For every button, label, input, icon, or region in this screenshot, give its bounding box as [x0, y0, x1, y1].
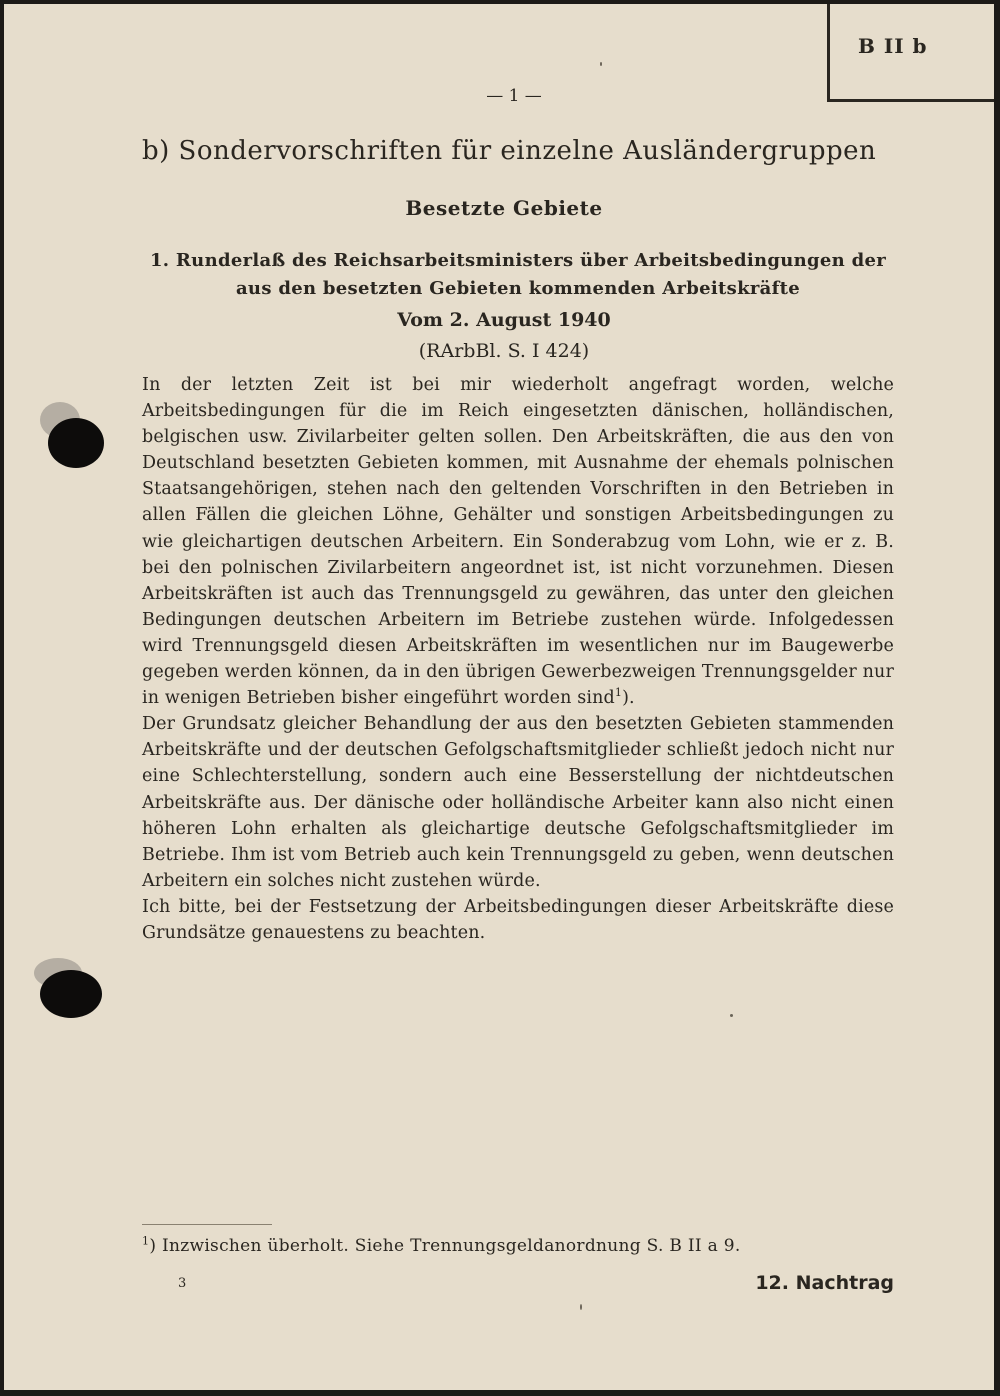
punch-hole-top: [48, 418, 104, 468]
decree-date: Vom 2. August 1940: [397, 309, 611, 331]
footnote-reference: 1: [614, 686, 623, 700]
decree-title: 1. Runderlaß des Reichsarbeitsministers über Arbeitsbedingungen der aus den besetzten Gebieten kommenden Arbeitskräfte: [149, 250, 887, 299]
page-number: — 1 —: [486, 86, 542, 106]
paper-speck: [580, 1304, 582, 1310]
document-page: [4, 4, 994, 1390]
body-paragraph-2: Der Grundsatz gleicher Behandlung der aus den besetzten Gebieten stammenden Arbeitskräfte und der deutschen Gefolgschaftsmitglieder schließt jedoch nicht nur eine Schlechterstellung, sondern auch eine Besserstellung der nichtdeutschen Arbeitskräfte aus. Der dänische oder holländische Arbeiter kann also nicht einen höheren Lohn erhalten als gleichartige deutsche Gefolgschaftsmitglieder im Betriebe. Ihm ist vom Betrieb auch kein Trennungsgeld zu geben, wenn deutschen Arbeitern ein solches nicht zustehen würde.: [142, 714, 894, 891]
section-heading: Besetzte Gebiete: [405, 196, 603, 220]
body-paragraph-1-end: ).: [622, 688, 635, 709]
body-paragraph-1: [142, 372, 894, 711]
decree-body: [142, 372, 894, 946]
footnote-divider: [142, 1224, 272, 1225]
paper-speck: [600, 62, 602, 66]
main-heading: b) Sondervorschriften für einzelne Ausländergruppen: [142, 136, 877, 166]
footnote: [142, 1236, 902, 1256]
print-number: 3: [178, 1276, 187, 1291]
footnote-mark: 1: [142, 1234, 150, 1248]
decree-source: (RArbBl. S. I 424): [418, 340, 590, 362]
register-tab: [827, 4, 994, 102]
supplement-label: 12. Nachtrag: [755, 1272, 894, 1294]
footnote-text: ) Inzwischen überholt. Siehe Trennungsgeldanordnung S. B II a 9.: [149, 1236, 741, 1256]
punch-hole-bottom: [40, 970, 102, 1018]
body-paragraph-1-text: In der letzten Zeit ist bei mir wiederholt angefragt worden, welche Arbeitsbedingungen für die im Reich eingesetzten dänischen, holländischen, belgischen usw. Zivilarbeiter gelten sollen. Den Arbeitskräften, die aus den von Deutschland besetzten Gebieten kommen, mit Ausnahme der ehemals polnischen Staatsangehörigen, stehen nach den geltenden Vorschriften in den Betrieben in allen Fällen die gleichen Löhne, Gehälter und sonstigen Arbeitsbedingungen zu wie gleichartigen deutschen Arbeitern. Ein Sonderabzug vom Lohn, wie er z. B. bei den polnischen Zivilarbeitern angeordnet ist, ist nicht vorzunehmen. Diesen Arbeitskräften ist auch das Trennungsgeld zu gewähren, das unter den gleichen Bedingungen deutschen Arbeitern im Betriebe zustehen würde. Infolgedessen wird Trennungsgeld diesen Arbeitskräften im wesentlichen nur im Baugewerbe gegeben werden können, da in den übrigen Gewerbezweigen Trennungsgelder nur in wenigen Betrieben bisher eingeführt worden sind: [142, 375, 894, 709]
paper-speck: [730, 1014, 733, 1017]
body-paragraph-3: Ich bitte, bei der Festsetzung der Arbeitsbedingungen dieser Arbeitskräfte diese Grundsätze genauestens zu beachten.: [142, 896, 894, 943]
register-tab-label: B II b: [858, 34, 928, 58]
